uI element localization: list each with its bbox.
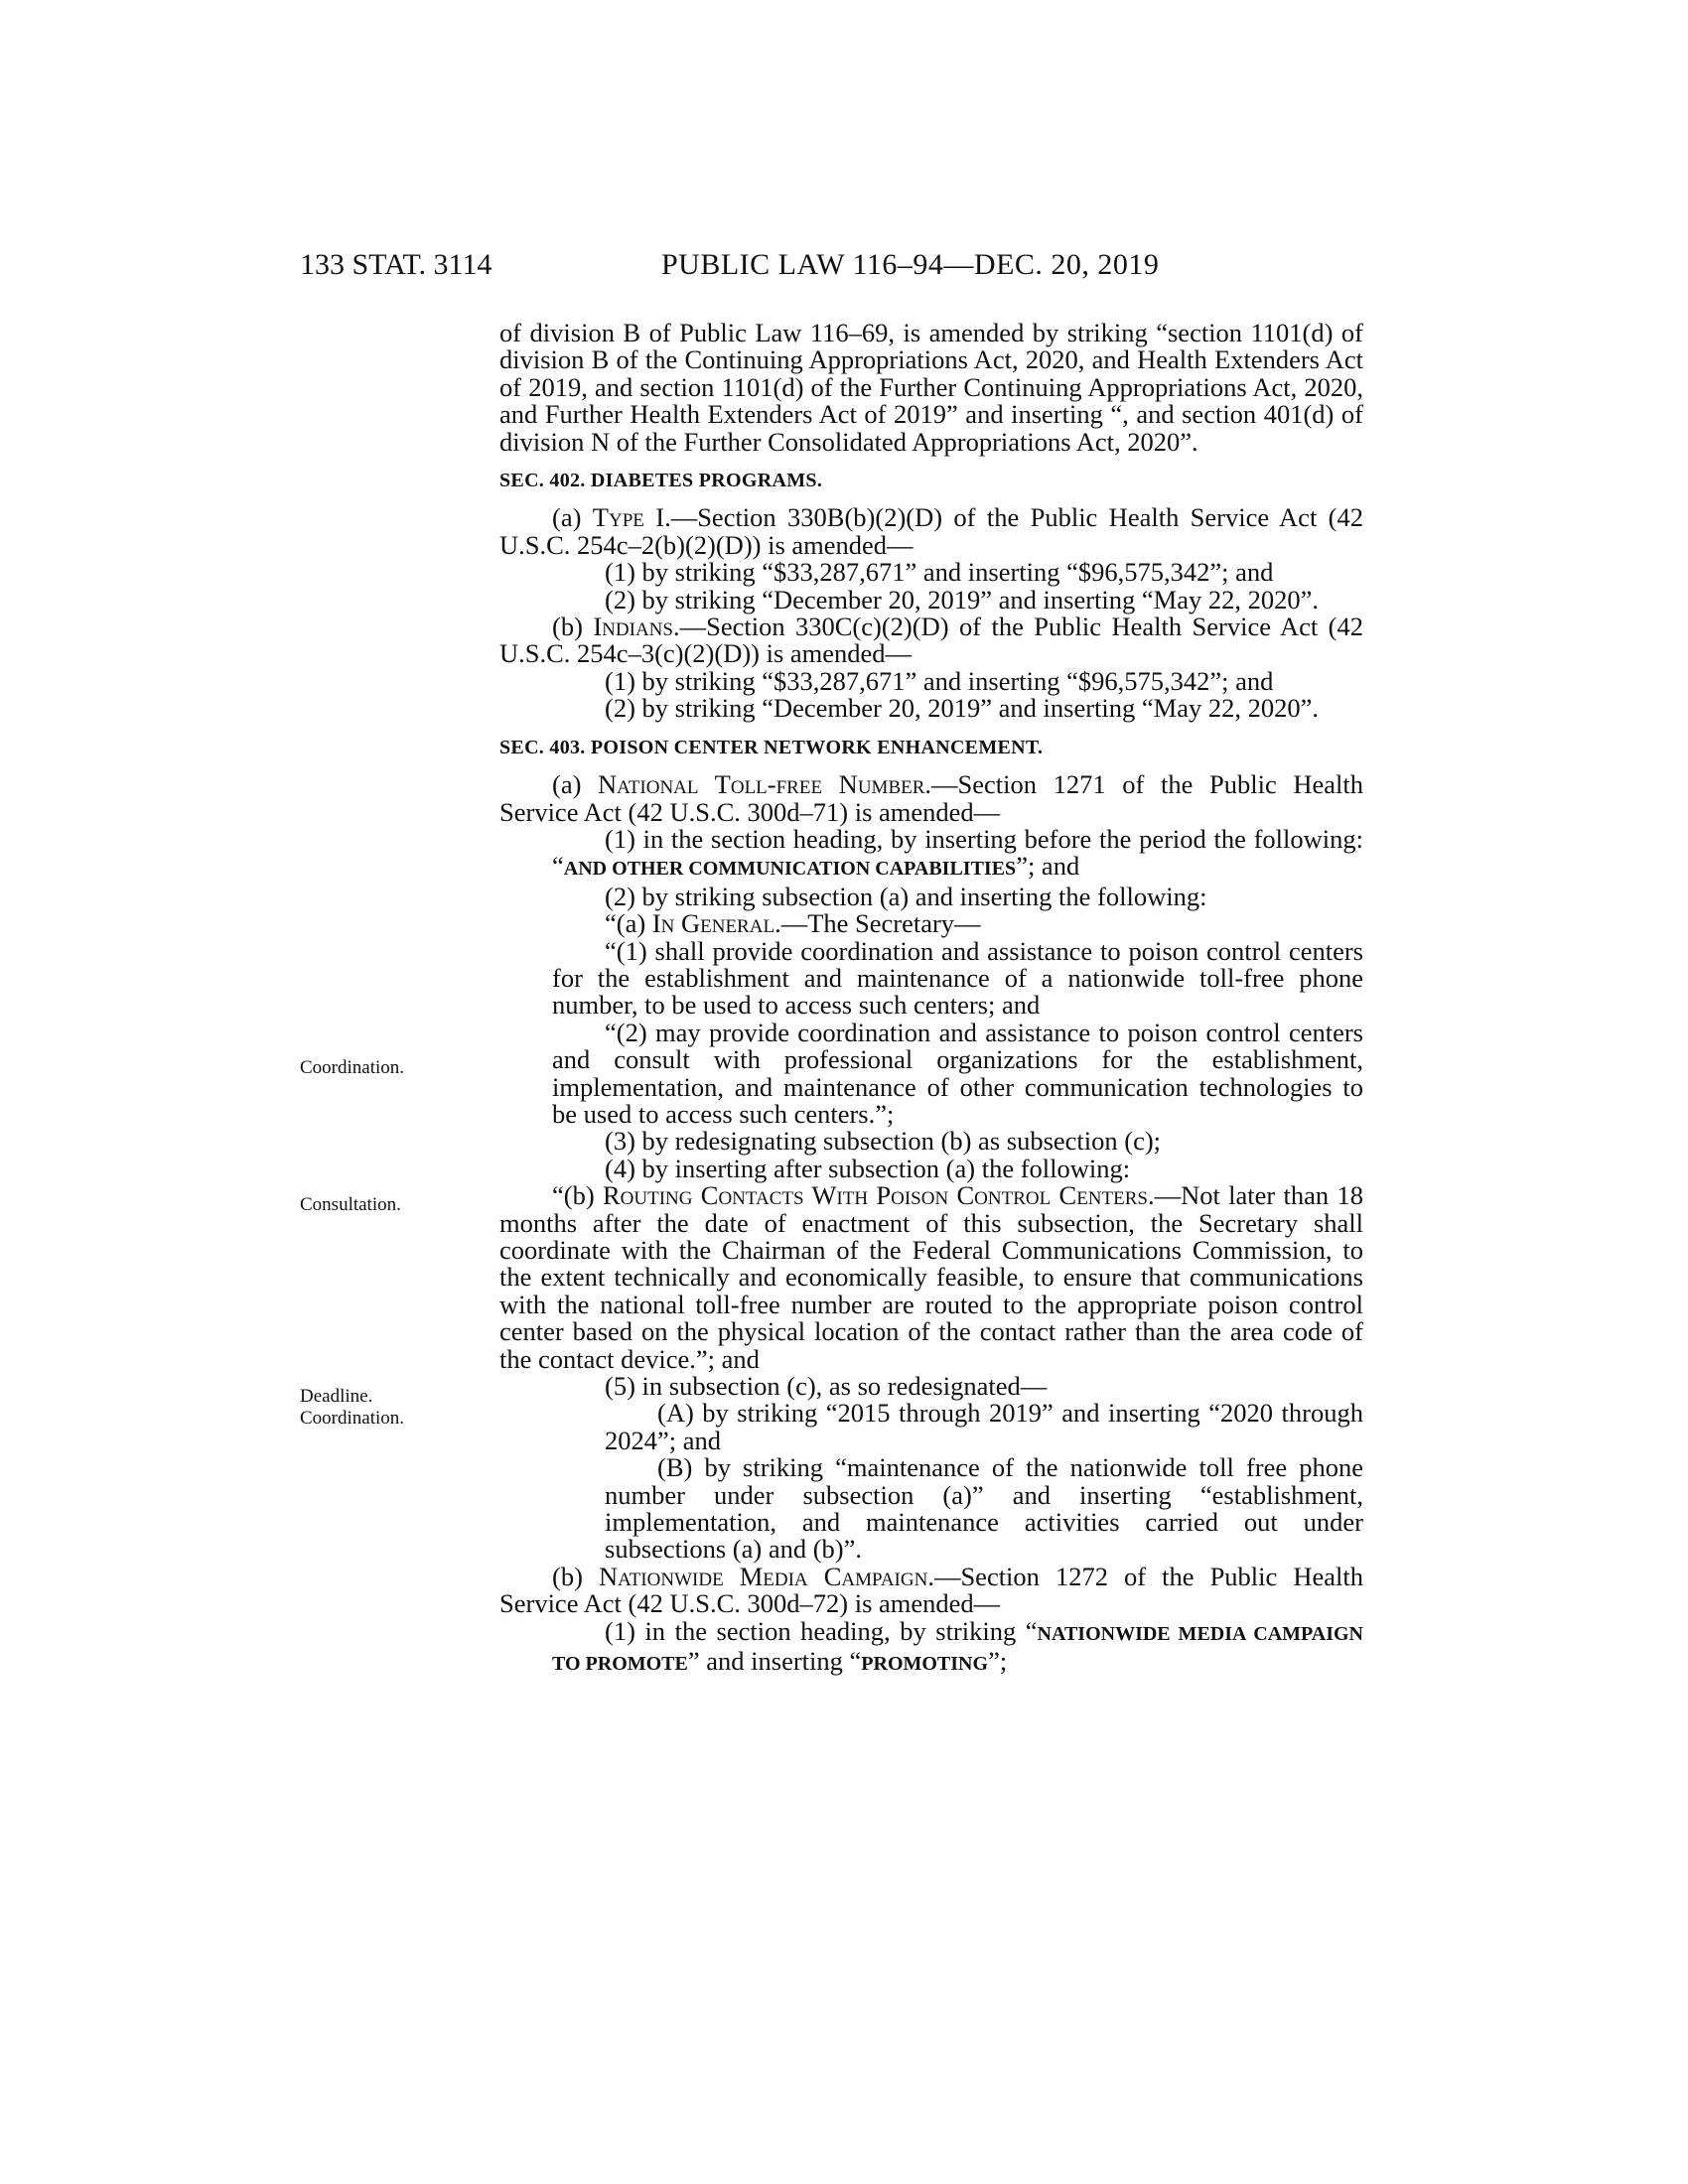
paragraph-403-a-5-B: (B) by striking “maintenance of the nationwide toll free phone number under subsection (a)” and inserting “establishment, implementation, and maintenance activities carried out under subsections (a) and (b)”. [605,1452,1363,1565]
statute-page-number: 133 STAT. 3114 [300,248,492,281]
paragraph-402-a: (a) Type I.—Section 330B(b)(2)(D) of the Public Health Service Act (42 U.S.C. 254c–2(b)(2)(D)) is amended— [499,502,1363,560]
margin-note-deadline: Deadline. [300,1386,373,1407]
paragraph-quoted-a-1: “(1) shall provide coordination and assistance to poison control centers for the establishment and maintenance of a nationwide toll-free phone number, to be used to access such centers; and [552,935,1363,1021]
paragraph-403-a-3: (3) by redesignating subsection (b) as subsection (c); [605,1126,1162,1157]
paragraph-quoted-b: “(b) Routing Contacts With Poison Control Centers.—Not later than 18 months after the date of enactment of this subsection, the Secretary shall coordinate with the Chairman of the Federal Communications Commission, to the extent technically and economically feasible, to ensure that communications with the national toll-free number are routed to the appropriate poison control center based on the physical location of the contact rather than the area code of the contact device.”; and [499,1180,1363,1374]
paragraph-403-a: (a) National Toll-free Number.—Section 1271 of the Public Health Service Act (42 U.S.C. 300d–71) is amended— [499,769,1363,827]
paragraph-intro: of division B of Public Law 116–69, is amended by striking “section 1101(d) of division B of the Continuing Appropriations Act, 2020, and Health Extenders Act of 2019, and section 1101(d) of the Further Continuing Appropriations Act, 2020, and Further Health Extenders Act of 2019” and inserting “, and section 401(d) of division N of the Further Consolidated Appropriations Act, 2020”. [499,318,1363,457]
paragraph-403-b-1: (1) in the section heading, by striking “NATIONWIDE MEDIA CAMPAIGN TO PROMOTE” and inserting “PROMOTING”; [552,1615,1363,1677]
margin-note-coordination: Coordination. [300,1057,405,1078]
paragraph-402-a-1: (1) by striking “$33,287,671” and inserting “$96,575,342”; and [605,557,1274,588]
paragraph-402-b: (b) Indians.—Section 330C(c)(2)(D) of the Public Health Service Act (42 U.S.C. 254c–3(c)(2)(D)) is amended— [499,612,1363,669]
paragraph-quoted-a: “(a) In General.—The Secretary— [605,908,981,939]
paragraph-402-b-1: (1) by striking “$33,287,671” and inserting “$96,575,342”; and [605,665,1274,696]
section-402-heading: SEC. 402. DIABETES PROGRAMS. [499,470,823,492]
paragraph-403-a-5-A: (A) by striking “2015 through 2019” and inserting “2020 through 2024”; and [605,1398,1363,1455]
paragraph-403-a-1: (1) in the section heading, by inserting before the period the following: “AND OTHER COMMUNICATION CAPABILITIES”; and [552,823,1363,882]
paragraph-402-a-2: (2) by striking “December 20, 2019” and inserting “May 22, 2020”. [605,584,1319,614]
page-header [0,248,1688,288]
paragraph-403-b: (b) Nationwide Media Campaign.—Section 1272 of the Public Health Service Act (42 U.S.C. 300d–72) is amended— [499,1561,1363,1619]
paragraph-403-a-4: (4) by inserting after subsection (a) the following: [605,1153,1131,1183]
margin-note-consultation: Consultation. [300,1194,401,1215]
running-head: PUBLIC LAW 116–94—DEC. 20, 2019 [661,248,1160,281]
paragraph-quoted-a-2: “(2) may provide coordination and assistance to poison control centers and consult with professional organizations for the establishment, implementation, and maintenance of other communication technologies to be used to access such centers.”; [552,1017,1363,1129]
paragraph-403-a-2: (2) by striking subsection (a) and inserting the following: [605,881,1207,911]
paragraph-402-b-2: (2) by striking “December 20, 2019” and inserting “May 22, 2020”. [605,693,1319,724]
section-403-heading: SEC. 403. POISON CENTER NETWORK ENHANCEMENT. [499,736,1044,758]
paragraph-403-a-5: (5) in subsection (c), as so redesignated— [605,1371,1048,1402]
margin-note-coordination-2: Coordination. [300,1408,405,1429]
document-body [499,320,1363,1679]
